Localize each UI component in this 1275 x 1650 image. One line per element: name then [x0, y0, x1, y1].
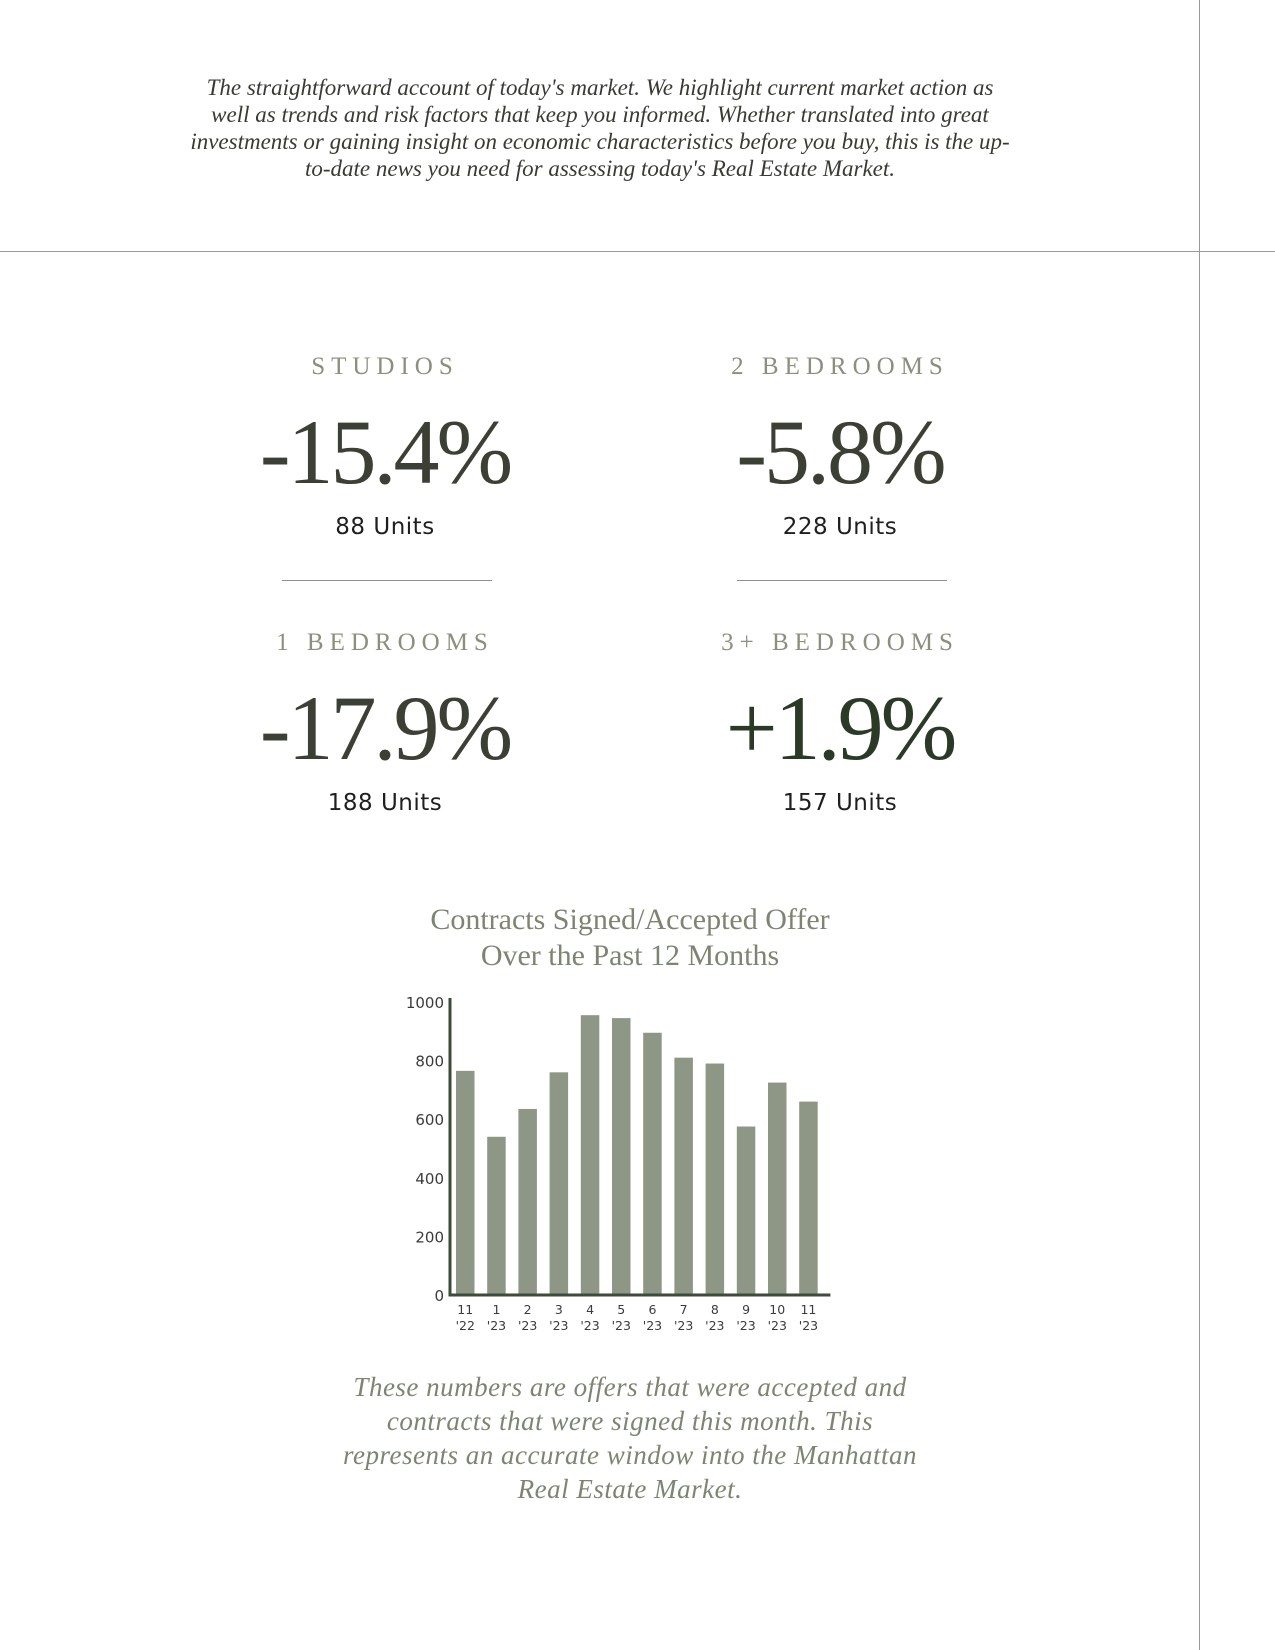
y-tick-label: 400 [415, 1169, 444, 1188]
bar [612, 1018, 631, 1295]
y-tick-label: 800 [415, 1052, 444, 1071]
y-tick-label: 1000 [405, 994, 444, 1012]
chart-title [330, 902, 930, 974]
x-tick-label-month: 11 [457, 1302, 474, 1317]
stat-label: 1 BEDROOMS [276, 629, 494, 656]
x-tick-label-month: 5 [617, 1302, 626, 1317]
x-tick-label-month: 4 [586, 1302, 595, 1317]
stat-value: -17.9% [259, 677, 511, 779]
stat-label: STUDIOS [311, 353, 459, 380]
stat-studios [175, 352, 595, 540]
chart-title-line-1: Contracts Signed/Accepted Offer [430, 903, 830, 936]
divider-right [737, 580, 947, 581]
x-tick-label-month: 7 [679, 1302, 688, 1317]
bar [456, 1071, 475, 1295]
stat-1-bedrooms [175, 628, 595, 816]
x-tick-label-year: '23 [798, 1318, 819, 1333]
stat-units: 157 Units [782, 790, 898, 816]
bar [706, 1064, 725, 1295]
stat-2-bedrooms [630, 352, 1050, 540]
x-tick-label-year: '23 [705, 1318, 725, 1333]
footer-note: These numbers are offers that were accepted and contracts that were signed this month. This represents an accurate window into the Manhattan Real Estate Market. [343, 1372, 917, 1504]
x-tick-label-year: '23 [486, 1318, 507, 1333]
bar [487, 1137, 506, 1295]
x-tick-label-year: '23 [736, 1318, 756, 1333]
x-tick-label-year: '23 [673, 1318, 694, 1333]
stat-units: 88 Units [335, 514, 435, 540]
stat-value: +1.9% [725, 677, 955, 779]
x-tick-label-month: 3 [554, 1302, 563, 1317]
x-tick-label-month: 8 [710, 1302, 719, 1317]
y-tick-label: 200 [415, 1228, 444, 1247]
x-tick-label-year: '23 [611, 1318, 631, 1333]
stat-3-plus-bedrooms [630, 628, 1050, 816]
bar [768, 1083, 787, 1295]
bar [643, 1033, 662, 1295]
x-tick-label-year: '23 [767, 1318, 787, 1333]
page-border-horizontal [0, 251, 1275, 252]
x-tick-label-month: 1 [492, 1302, 501, 1317]
stat-units: 228 Units [782, 514, 898, 540]
y-tick-label: 0 [434, 1287, 444, 1305]
x-tick-label-year: '23 [517, 1318, 538, 1333]
x-tick-label-month: 6 [648, 1302, 657, 1317]
x-tick-label-month: 9 [742, 1302, 751, 1317]
x-tick-label-month: 2 [523, 1302, 532, 1317]
x-tick-label-year: '22 [455, 1318, 475, 1333]
bar [737, 1127, 756, 1295]
x-tick-label-year: '23 [580, 1318, 600, 1333]
contracts-bar-chart [380, 990, 840, 1340]
x-tick-label-year: '23 [549, 1318, 569, 1333]
x-tick-label-month: 11 [800, 1302, 817, 1317]
bar [674, 1058, 693, 1295]
stat-value: -5.8% [736, 401, 944, 503]
stat-units: 188 Units [327, 790, 443, 816]
stat-label: 3+ BEDROOMS [721, 629, 959, 656]
x-tick-label-month: 10 [769, 1302, 786, 1317]
y-tick-label: 600 [415, 1111, 444, 1130]
page-border-vertical [1199, 0, 1200, 1650]
bar [518, 1109, 537, 1295]
stat-label: 2 BEDROOMS [731, 353, 949, 380]
divider-left [282, 580, 492, 581]
chart-title-line-2: Over the Past 12 Months [480, 939, 780, 972]
bar [799, 1102, 818, 1295]
intro-paragraph: The straightforward account of today's market. We highlight current market action as well as trends and risk factors that keep you informed. Whether translated into great investments or gaining insight on economic characteristics before you buy, this is the up-to-date news you need for assessing today's Real Estate Market. [190, 75, 1010, 181]
stat-value: -15.4% [259, 401, 511, 503]
bar [550, 1072, 569, 1295]
x-tick-label-year: '23 [642, 1318, 663, 1333]
bar [581, 1015, 600, 1295]
